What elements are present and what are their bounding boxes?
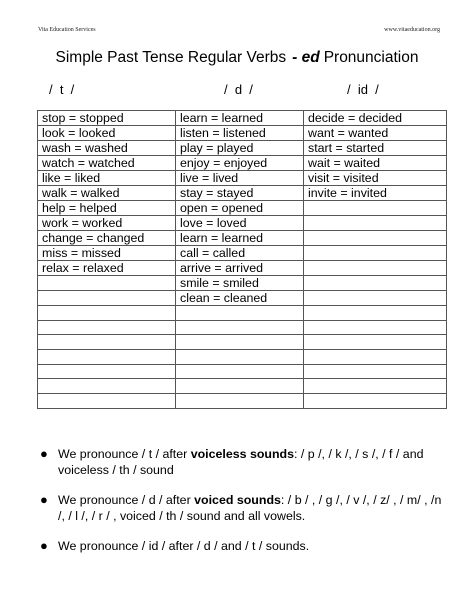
d-verb-cell: live = lived [176, 171, 304, 186]
id-verb-cell [304, 231, 447, 246]
d-verb-cell: stay = stayed [176, 186, 304, 201]
t-verb-cell [38, 379, 176, 394]
rule-voiced [38, 492, 450, 524]
rule-text: : / b / , / g /, / v /, / z/ , / m/ , /n /, / l /, / r / , voiced / th / sound and all vowels. [58, 493, 442, 523]
table-row [38, 276, 447, 291]
column-heading-d: / d / [224, 82, 253, 97]
table-row [38, 126, 447, 141]
table-row [38, 364, 447, 379]
t-verb-cell: help = helped [38, 201, 176, 216]
table-row [38, 201, 447, 216]
table-row [38, 320, 447, 335]
id-verb-cell [304, 216, 447, 231]
d-verb-cell: call = called [176, 246, 304, 261]
id-verb-cell [304, 320, 447, 335]
title-text: Simple Past Tense Regular Verbs [55, 49, 287, 66]
t-verb-cell: work = worked [38, 216, 176, 231]
verb-table-body [38, 111, 447, 409]
t-verb-cell: walk = walked [38, 186, 176, 201]
t-verb-cell [38, 320, 176, 335]
id-verb-cell [304, 394, 447, 409]
rule-keyword: voiced sounds [194, 493, 281, 507]
id-verb-cell [304, 246, 447, 261]
d-verb-cell: learn = learned [176, 231, 304, 246]
d-verb-cell [176, 320, 304, 335]
id-verb-cell [304, 276, 447, 291]
id-verb-cell [304, 261, 447, 276]
d-verb-cell [176, 335, 304, 350]
column-heading-t: / t / [49, 82, 75, 97]
id-verb-cell [304, 364, 447, 379]
t-verb-cell [38, 291, 176, 306]
rule-text: We pronounce / t / after [58, 447, 191, 461]
id-verb-cell [304, 379, 447, 394]
d-verb-cell: smile = smiled [176, 276, 304, 291]
t-verb-cell: wash = washed [38, 141, 176, 156]
table-row [38, 171, 447, 186]
d-verb-cell: clean = cleaned [176, 291, 304, 306]
id-verb-cell [304, 291, 447, 306]
publisher-name: Vita Education Services [38, 27, 96, 33]
id-verb-cell: start = started [304, 141, 447, 156]
pronunciation-rules [38, 446, 450, 568]
t-verb-cell: like = liked [38, 171, 176, 186]
rule-id [38, 538, 450, 554]
d-verb-cell: learn = learned [176, 111, 304, 126]
d-verb-cell: arrive = arrived [176, 261, 304, 276]
bullet-icon: ● [40, 492, 48, 507]
title-suffix: Pronunciation [323, 49, 419, 66]
d-verb-cell [176, 379, 304, 394]
t-verb-cell [38, 306, 176, 321]
table-row [38, 379, 447, 394]
rule-text: We pronounce / d / after [58, 493, 195, 507]
id-verb-cell [304, 350, 447, 365]
id-verb-cell: want = wanted [304, 126, 447, 141]
t-verb-cell [38, 350, 176, 365]
title-ed-suffix: - ed [292, 49, 320, 66]
table-row [38, 246, 447, 261]
t-verb-cell: miss = missed [38, 246, 176, 261]
d-verb-cell: enjoy = enjoyed [176, 156, 304, 171]
t-verb-cell [38, 364, 176, 379]
column-heading-id: / id / [347, 82, 379, 97]
id-verb-cell: decide = decided [304, 111, 447, 126]
bullet-icon: ● [40, 446, 48, 461]
d-verb-cell [176, 364, 304, 379]
t-verb-cell: stop = stopped [38, 111, 176, 126]
table-row [38, 335, 447, 350]
rule-keyword: voiceless sounds [190, 447, 295, 461]
verb-table [37, 110, 447, 409]
t-verb-cell: look = looked [38, 126, 176, 141]
table-row [38, 156, 447, 171]
publisher-website: www.vitaeducation.org [384, 27, 440, 33]
table-row [38, 111, 447, 126]
d-verb-cell [176, 350, 304, 365]
t-verb-cell: relax = relaxed [38, 261, 176, 276]
table-row [38, 261, 447, 276]
table-row [38, 306, 447, 321]
table-row [38, 186, 447, 201]
table-row [38, 394, 447, 409]
id-verb-cell: invite = invited [304, 186, 447, 201]
id-verb-cell [304, 335, 447, 350]
t-verb-cell: change = changed [38, 231, 176, 246]
bullet-icon: ● [40, 538, 48, 553]
table-row [38, 216, 447, 231]
rule-text: : / p /, / k /, / s /, / f / and voiceless / th / sound [58, 447, 424, 477]
id-verb-cell: wait = waited [304, 156, 447, 171]
table-row [38, 350, 447, 365]
table-row [38, 291, 447, 306]
id-verb-cell: visit = visited [304, 171, 447, 186]
t-verb-cell [38, 276, 176, 291]
t-verb-cell [38, 335, 176, 350]
table-row [38, 231, 447, 246]
t-verb-cell: watch = watched [38, 156, 176, 171]
d-verb-cell: open = opened [176, 201, 304, 216]
id-verb-cell [304, 201, 447, 216]
d-verb-cell: play = played [176, 141, 304, 156]
page-title [0, 49, 474, 67]
d-verb-cell: listen = listened [176, 126, 304, 141]
d-verb-cell: love = loved [176, 216, 304, 231]
id-verb-cell [304, 306, 447, 321]
d-verb-cell [176, 306, 304, 321]
table-row [38, 141, 447, 156]
rule-voiceless [38, 446, 450, 478]
t-verb-cell [38, 394, 176, 409]
rule-text: We pronounce / id / after / d / and / t / sounds. [58, 539, 310, 553]
d-verb-cell [176, 394, 304, 409]
